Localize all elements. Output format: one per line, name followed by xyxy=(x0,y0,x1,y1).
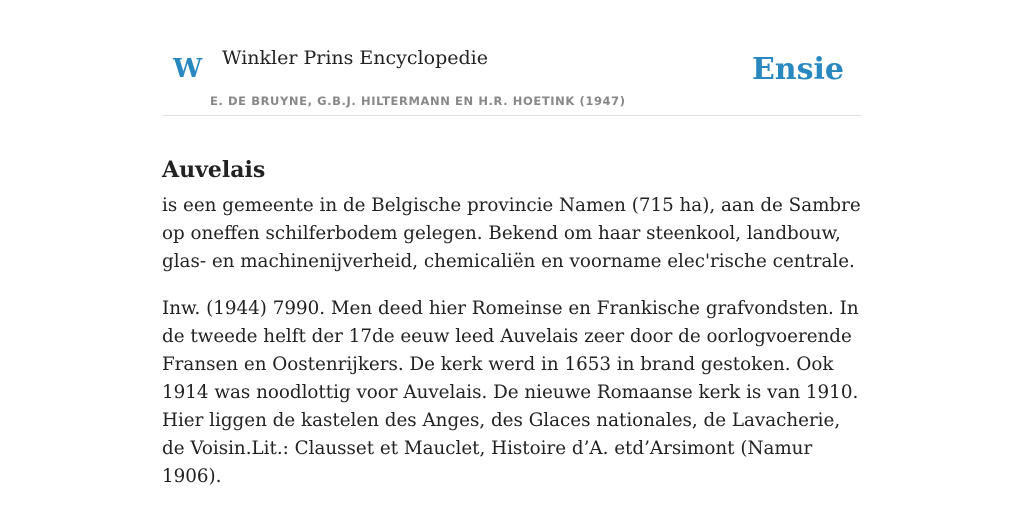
publication-title[interactable]: Winkler Prins Encyclopedie xyxy=(222,47,488,69)
article-paragraph: Inw. (1944) 7990. Men deed hier Romeinse en Frankische grafvondsten. In de tweede helft der 17de eeuw leed Auvelais zeer door de oorlogvoerende Fransen en Oostenrijkers. De kerk werd in 1653 in brand gestoken. Ook 1914 was noodlottig voor Auvelais. De nieuwe Romaanse kerk is van 1910. Hier liggen de kastelen des Anges, des Glaces nationales, de Lavacherie, de Voisin.Lit.: Clausset et Mauclet, Histoire d’A. etd’Arsimont (Namur 1906). xyxy=(162,298,859,487)
header-divider xyxy=(162,115,862,116)
winkler-prins-logo-icon[interactable]: W xyxy=(173,54,203,84)
article-body xyxy=(162,192,862,510)
article-card xyxy=(162,0,862,512)
article-headword: Auvelais xyxy=(162,156,266,183)
ensie-logo[interactable]: Ensie xyxy=(751,52,844,87)
article-paragraph: is een gemeente in de Belgische provincie Namen (715 ha), aan de Sambre op oneffen schilferbodem gelegen. Bekend om haar steenkool, landbouw, glas- en machinenijverheid, chemicaliën en voorname elec'rische centrale. xyxy=(162,195,861,272)
publication-authors: E. DE BRUYNE, G.B.J. HILTERMANN EN H.R. HOETINK (1947) xyxy=(210,94,626,108)
